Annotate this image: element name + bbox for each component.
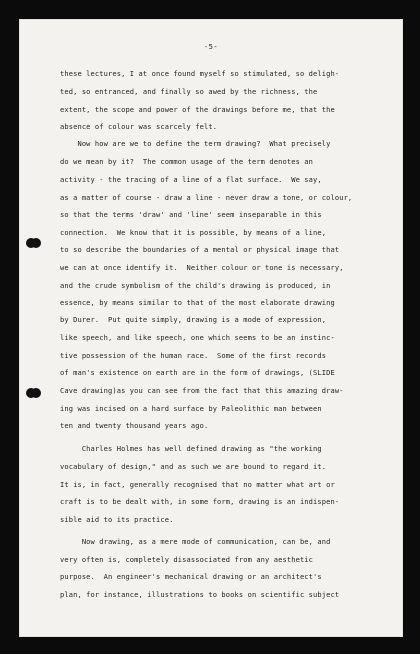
text-line: Now how are we to define the term drawing? What precisely xyxy=(60,139,331,148)
text-line: connection. We know that it is possible, by means of a line, xyxy=(60,228,327,237)
text-line: activity - the tracing of a line of a flat surface. We say, xyxy=(60,175,322,184)
text-line: very often is, completely disassociated from any aesthetic xyxy=(60,555,314,564)
text-line: tive possession of the human race. Some of the first records xyxy=(60,351,327,360)
text-line: Charles Holmes has well defined drawing as "the working xyxy=(60,444,322,453)
punch-hole-bottom xyxy=(26,388,36,398)
text-line: extent, the scope and power of the drawings before me, that the xyxy=(60,105,335,114)
page-number: -5- xyxy=(203,42,219,51)
punch-hole-top xyxy=(26,238,36,248)
text-line: ten and twenty thousand years ago. xyxy=(60,421,209,430)
text-line: like speech, and like speech, one which seems to be an instinc- xyxy=(60,333,335,342)
text-line: and the crude symbolism of the child's drawing is produced, in xyxy=(60,281,331,290)
text-line: Now drawing, as a mere mode of communication, can be, and xyxy=(60,537,331,546)
text-line: ing was incised on a hard surface by Paleolithic man between xyxy=(60,404,322,413)
text-line: so that the terms 'draw' and 'line' seem inseparable in this xyxy=(60,210,322,219)
text-line: do we mean by it? The common usage of the term denotes an xyxy=(60,157,314,166)
text-line: Cave drawing)as you can see from the fact that this amazing draw- xyxy=(60,386,344,395)
text-line: It is, in fact, generally recognised that no matter what art or xyxy=(60,480,335,489)
text-line: craft is to be dealt with, in some form, drawing is an indispen- xyxy=(60,497,340,506)
text-line: absence of colour was scarcely felt. xyxy=(60,122,218,131)
text-line: purpose. An engineer's mechanical drawing or an architect's xyxy=(60,572,322,581)
text-line: vocabulary of design," and as such we are bound to regard it. xyxy=(60,462,327,471)
text-line: ted, so entranced, and finally so awed by the richness, the xyxy=(60,87,318,96)
text-line: sible aid to its practice. xyxy=(60,515,174,524)
text-line: plan, for instance, illustrations to books on scientific subject xyxy=(60,590,340,599)
text-line: by Durer. Put quite simply, drawing is a mode of expression, xyxy=(60,315,327,324)
text-line: these lectures, I at once found myself so stimulated, so deligh- xyxy=(60,69,340,78)
text-line: essence, by means similar to that of the most elaborate drawing xyxy=(60,298,335,307)
text-line: as a matter of course - draw a line - never draw a tone, or colour, xyxy=(60,193,353,202)
text-line: to so describe the boundaries of a mental or physical image that xyxy=(60,245,340,254)
text-line: of man's existence on earth are in the form of drawings, (SLIDE xyxy=(60,368,335,377)
text-line: we can at once identify it. Neither colour or tone is necessary, xyxy=(60,263,344,272)
